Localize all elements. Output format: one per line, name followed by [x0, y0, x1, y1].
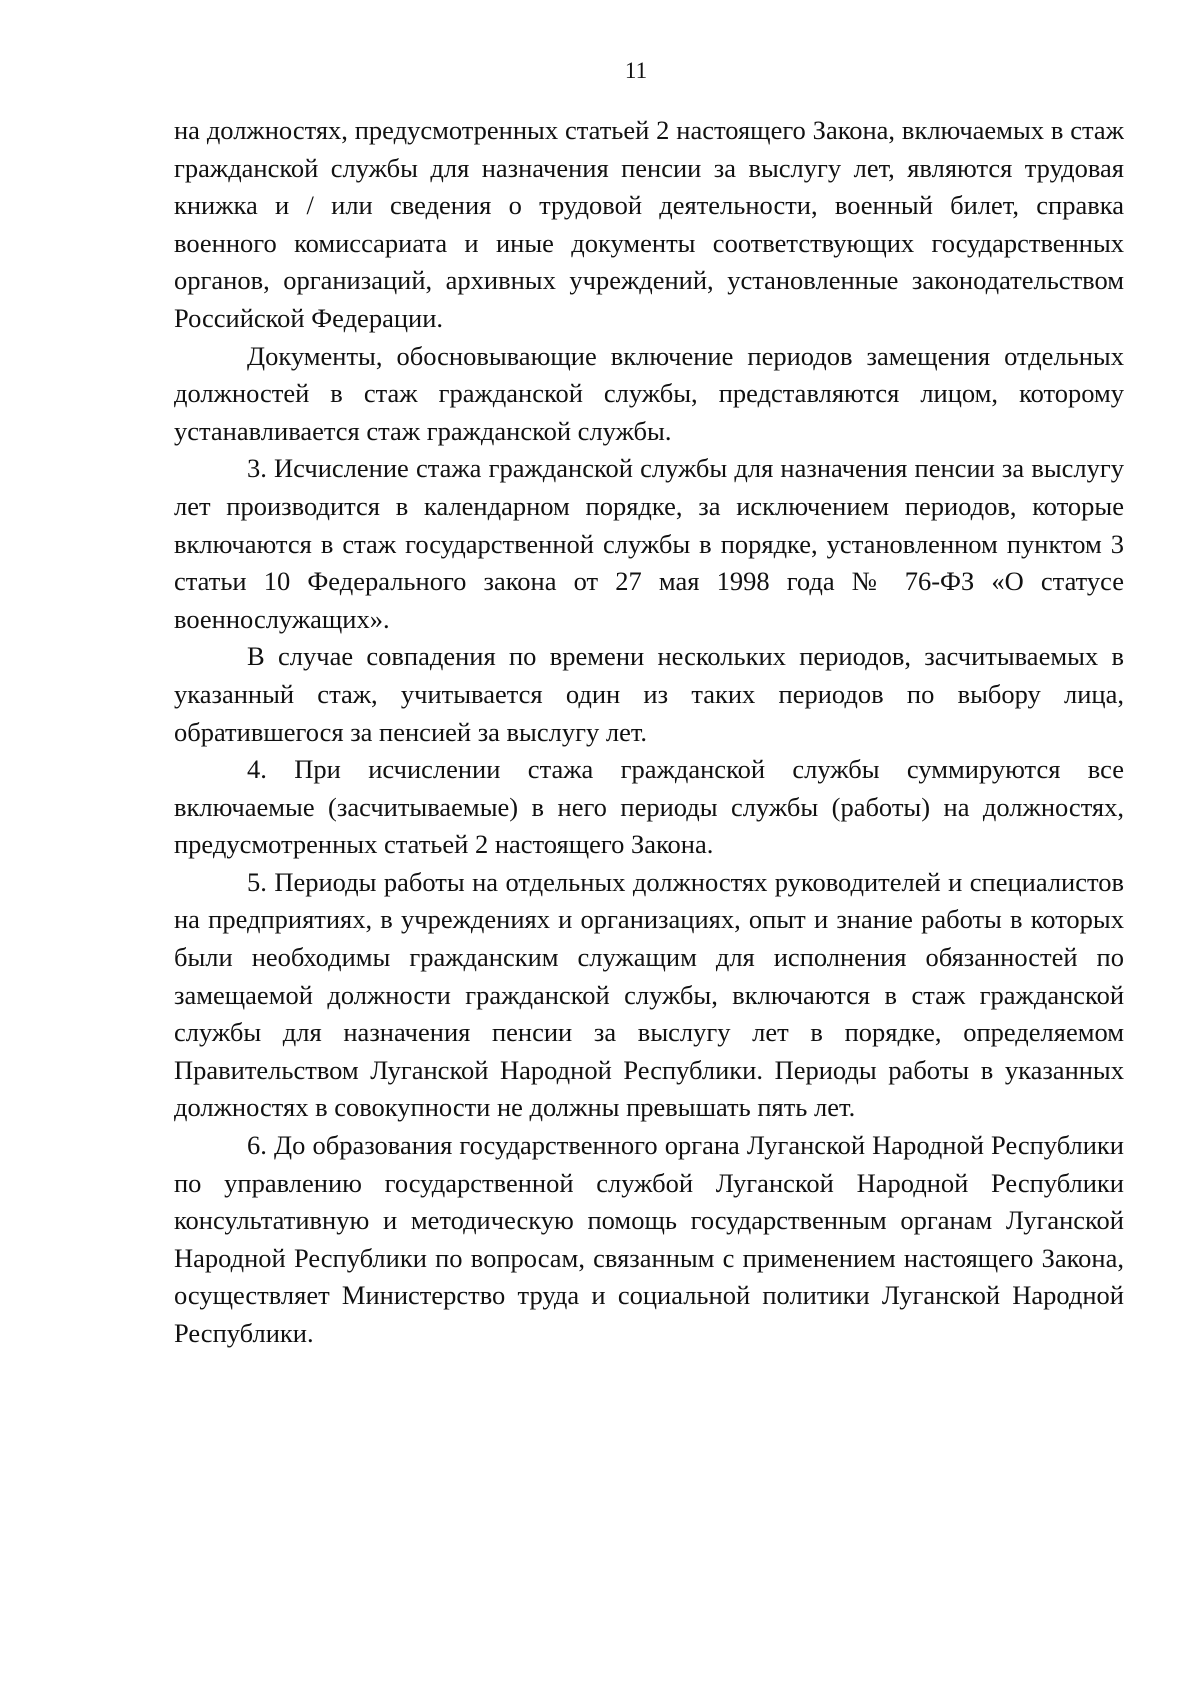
paragraph-item-3: 3. Исчисление стажа гражданской службы для назначения пенсии за выслугу лет производится в календарном порядке, за исключением периодов, которые включаются в стаж государственной службы в порядке, установленном пунктом 3 статьи 10 Федерального закона от 27 мая 1998 года № 76-ФЗ «О статусе военнослужащих». [174, 453, 1124, 634]
paragraph-continuation: на должностях, предусмотренных статьей 2 настоящего Закона, включаемых в стаж гражданской службы для назначения пенсии за выслугу лет, являются трудовая книжка и / или сведения о трудовой деятельности, военный билет, справка военного комиссариата и иные документы соответствующих государственных органов, организаций, архивных учреждений, установленные законодательством Российской Федерации. [174, 115, 1124, 333]
page-number: 11 [624, 58, 648, 83]
document-body [174, 112, 1124, 1353]
paragraph-item-6: 6. До образования государственного органа Луганской Народной Республики по управлению государственной службой Луганской Народной Республики консультативную и методическую помощь государственным органам Луганской Народной Республики по вопросам, связанным с применением настоящего Закона, осуществляет Министерство труда и социальной политики Луганской Народной Республики. [174, 1130, 1124, 1348]
paragraph-item-5: 5. Периоды работы на отдельных должностях руководителей и специалистов на предприятиях, в учреждениях и организациях, опыт и знание работы в которых были необходимы гражданским служащим для исполнения обязанностей по замещаемой должности гражданской службы, включаются в стаж гражданской службы для назначения пенсии за выслугу лет в порядке, определяемом Правительством Луганской Народной Республики. Периоды работы в указанных должностях в совокупности не должны превышать пять лет. [174, 866, 1124, 1123]
paragraph-documents: Документы, обосновывающие включение периодов замещения отдельных должностей в стаж гражданской службы, представляются лицом, которому устанавливается стаж гражданской службы. [174, 340, 1124, 446]
paragraph-item-4: 4. При исчислении стажа гражданской службы суммируются все включаемые (засчитываемые) в него периоды службы (работы) на должностях, предусмотренных статьей 2 настоящего Закона. [174, 754, 1124, 860]
paragraph-overlap-periods: В случае совпадения по времени нескольких периодов, засчитываемых в указанный стаж, учитывается один из таких периодов по выбору лица, обратившегося за пенсией за выслугу лет. [174, 641, 1124, 747]
